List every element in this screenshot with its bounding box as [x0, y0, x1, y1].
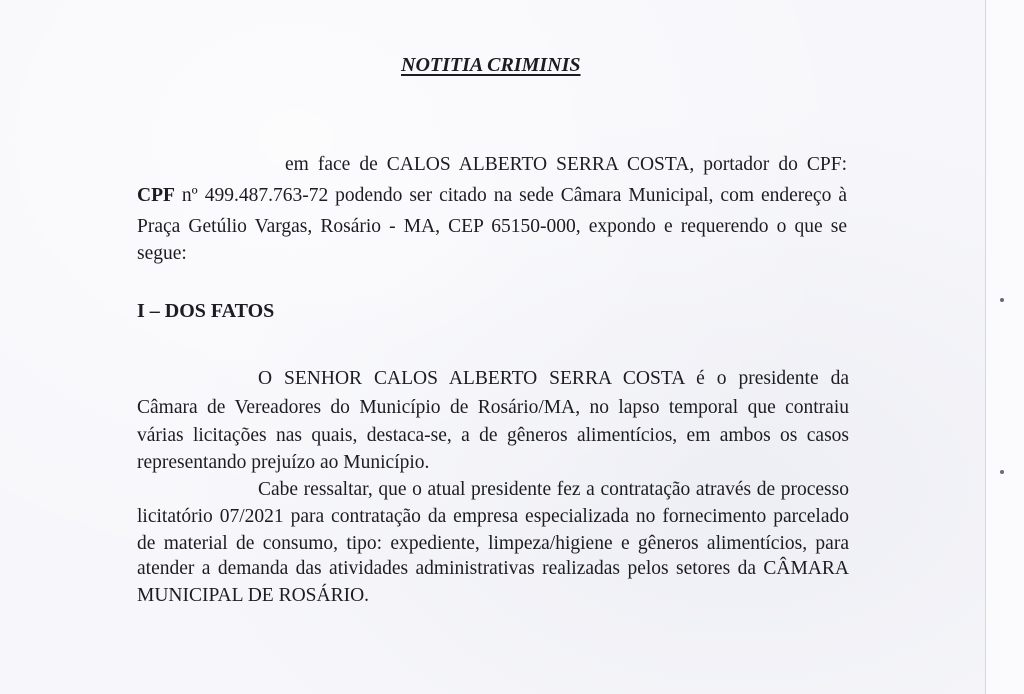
paragraph2-line-2: licitatório 07/2021 para contratação da empresa especializada no fornecimento parcelado: [137, 506, 849, 527]
document-title: NOTITIA CRIMINIS: [401, 54, 581, 76]
section-heading: I – DOS FATOS: [137, 300, 275, 322]
intro-line-2: [137, 184, 847, 208]
page-edge: [985, 0, 1024, 694]
cpf-label: CPF: [137, 185, 175, 206]
paragraph1-line-3: várias licitações nas quais, destaca-se, a de gêneros alimentícios, em ambos os casos: [137, 425, 849, 446]
intro-line-4: segue:: [137, 243, 187, 264]
paragraph2-line-5: MUNICIPAL DE ROSÁRIO.: [137, 585, 370, 606]
paragraph1-line-2: Câmara de Vereadores do Município de Rosário/MA, no lapso temporal que contraiu: [137, 397, 849, 418]
paragraph2-line-3: de material de consumo, tipo: expediente, limpeza/higiene e gêneros alimentícios, para: [137, 533, 849, 554]
intro-line-1: em face de CALOS ALBERTO SERRA COSTA, portador do CPF:: [285, 154, 847, 175]
paragraph1-line-4: representando prejuízo ao Município.: [137, 452, 430, 473]
scan-speck: [1000, 298, 1004, 302]
paragraph1-line-1: O SENHOR CALOS ALBERTO SERRA COSTA é o presidente da: [258, 368, 849, 389]
intro-line-3: Praça Getúlio Vargas, Rosário - MA, CEP 65150-000, expondo e requerendo o que se: [137, 216, 847, 237]
scan-speck: [1000, 470, 1004, 474]
cpf-text: nº 499.487.763-72 podendo ser citado na sede Câmara Municipal, com endereço à: [174, 185, 847, 206]
paragraph2-line-4: atender a demanda das atividades administrativas realizadas pelos setores da CÂMARA: [137, 558, 849, 579]
paragraph2-line-1: Cabe ressaltar, que o atual presidente fez a contratação através de processo: [258, 479, 849, 500]
